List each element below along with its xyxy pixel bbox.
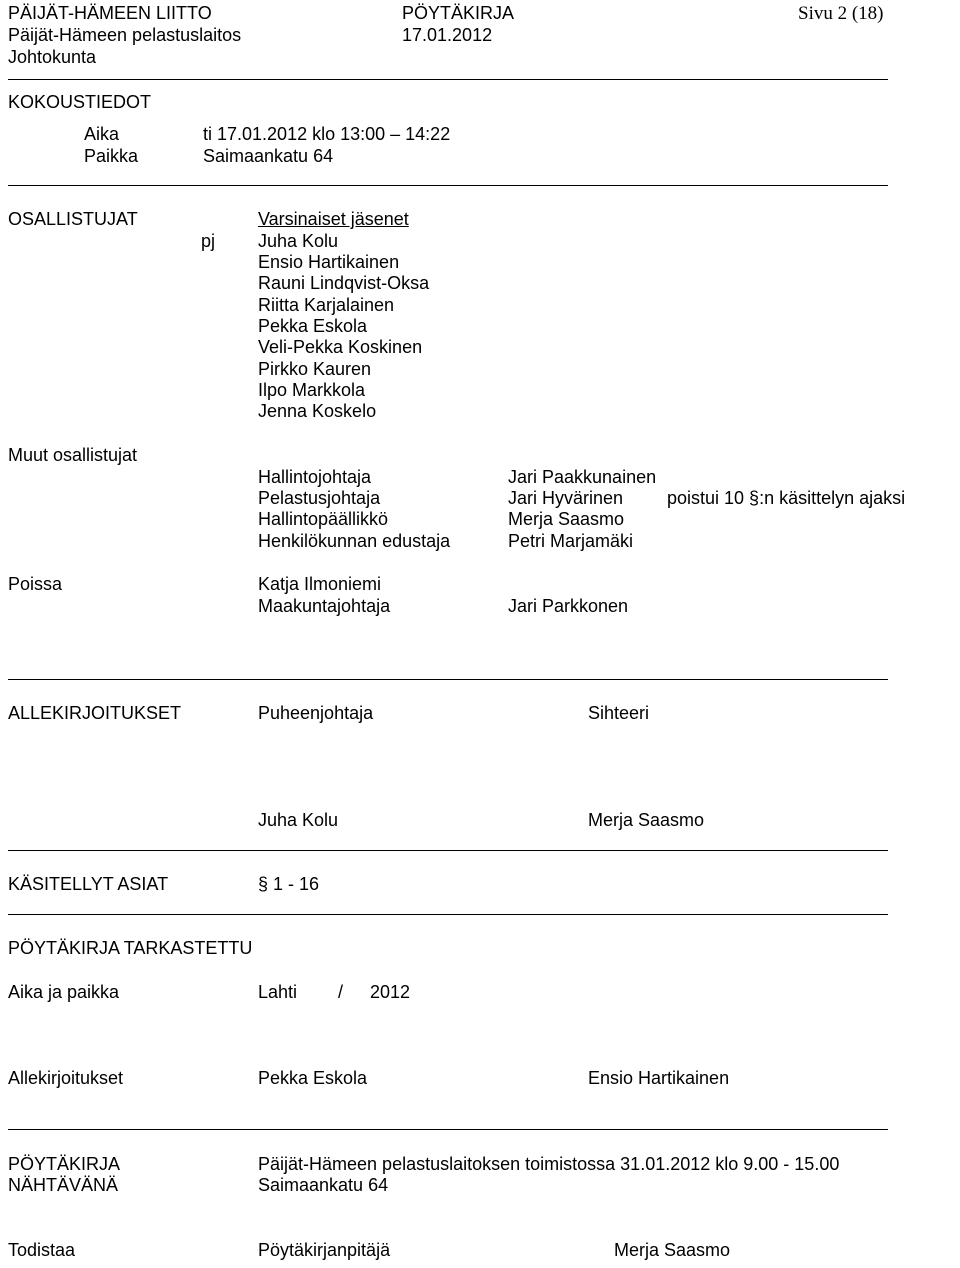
display-location: Päijät-Hämeen pelastuslaitoksen toimistossa 31.01.2012 klo 9.00 - 15.00 bbox=[258, 1154, 840, 1174]
member-name: Veli-Pekka Koskinen bbox=[258, 337, 423, 357]
unit-name: Päijät-Hämeen pelastuslaitos bbox=[8, 25, 242, 45]
items-heading: KÄSITELLYT ASIAT bbox=[8, 874, 169, 894]
member-name: Ensio Hartikainen bbox=[258, 252, 400, 272]
divider bbox=[8, 1129, 888, 1130]
divider bbox=[8, 850, 888, 851]
attest-role: Pöytäkirjanpitäjä bbox=[258, 1240, 391, 1260]
page-number: Sivu 2 (18) bbox=[798, 3, 884, 24]
attest-name: Merja Saasmo bbox=[614, 1240, 731, 1260]
chair-label: Puheenjohtaja bbox=[258, 703, 374, 723]
governing-body: Johtokunta bbox=[8, 47, 97, 67]
other-role: Hallintopäällikkö bbox=[258, 509, 389, 529]
member-name: Riitta Karjalainen bbox=[258, 295, 395, 315]
divider bbox=[8, 185, 888, 186]
member-name: Pirkko Kauren bbox=[258, 359, 372, 379]
review-heading: PÖYTÄKIRJA TARKASTETTU bbox=[8, 938, 253, 958]
review-year: 2012 bbox=[370, 982, 411, 1002]
signatures-heading: ALLEKIRJOITUKSET bbox=[8, 703, 182, 723]
time-place-label: Aika ja paikka bbox=[8, 982, 120, 1002]
chair-name: Juha Kolu bbox=[258, 810, 339, 830]
other-name: Jari Paakkunainen bbox=[508, 467, 657, 487]
time-value: ti 17.01.2012 klo 13:00 – 14:22 bbox=[203, 124, 451, 144]
time-label: Aika bbox=[84, 124, 120, 144]
member-name: Pekka Eskola bbox=[258, 316, 368, 336]
place-value: Saimaankatu 64 bbox=[203, 146, 334, 166]
other-name: Petri Marjamäki bbox=[508, 531, 634, 551]
other-role: Pelastusjohtaja bbox=[258, 488, 381, 508]
member-name: Jenna Koskelo bbox=[258, 401, 377, 421]
absent-heading: Poissa bbox=[8, 574, 63, 594]
secretary-name: Merja Saasmo bbox=[588, 810, 705, 830]
display-heading-line2: NÄHTÄVÄNÄ bbox=[8, 1175, 119, 1195]
reviewer-name: Pekka Eskola bbox=[258, 1068, 368, 1088]
items-range: § 1 - 16 bbox=[258, 874, 320, 894]
date-separator: / bbox=[338, 982, 344, 1002]
divider bbox=[8, 79, 888, 80]
participants-heading: OSALLISTUJAT bbox=[8, 209, 138, 229]
attest-label: Todistaa bbox=[8, 1240, 76, 1260]
members-heading: Varsinaiset jäsenet bbox=[258, 209, 409, 229]
place-label: Paikka bbox=[84, 146, 139, 166]
divider bbox=[8, 679, 888, 680]
document-type: PÖYTÄKIRJA bbox=[402, 3, 515, 23]
absent-name: Jari Parkkonen bbox=[508, 596, 629, 616]
member-name: Rauni Lindqvist-Oksa bbox=[258, 273, 430, 293]
meeting-heading: KOKOUSTIEDOT bbox=[8, 92, 152, 112]
absent-role: Maakuntajohtaja bbox=[258, 596, 391, 616]
other-role: Hallintojohtaja bbox=[258, 467, 372, 487]
other-name: Merja Saasmo bbox=[508, 509, 625, 529]
document-date: 17.01.2012 bbox=[402, 25, 493, 45]
review-place: Lahti bbox=[258, 982, 298, 1002]
secretary-label: Sihteeri bbox=[588, 703, 650, 723]
organization-name: PÄIJÄT-HÄMEEN LIITTO bbox=[8, 3, 212, 23]
display-address: Saimaankatu 64 bbox=[258, 1175, 389, 1195]
member-name: Juha Kolu bbox=[258, 231, 339, 251]
divider bbox=[8, 914, 888, 915]
other-note: poistui 10 §:n käsittelyn ajaksi bbox=[667, 488, 906, 508]
others-heading: Muut osallistujat bbox=[8, 445, 138, 465]
other-role: Henkilökunnan edustaja bbox=[258, 531, 451, 551]
display-heading: PÖYTÄKIRJA bbox=[8, 1154, 121, 1174]
member-name: Ilpo Markkola bbox=[258, 380, 366, 400]
absent-person: Katja Ilmoniemi bbox=[258, 574, 382, 594]
other-name: Jari Hyvärinen bbox=[508, 488, 624, 508]
chair-marker: pj bbox=[201, 231, 216, 251]
reviewer-name: Ensio Hartikainen bbox=[588, 1068, 730, 1088]
review-signatures-label: Allekirjoitukset bbox=[8, 1068, 124, 1088]
